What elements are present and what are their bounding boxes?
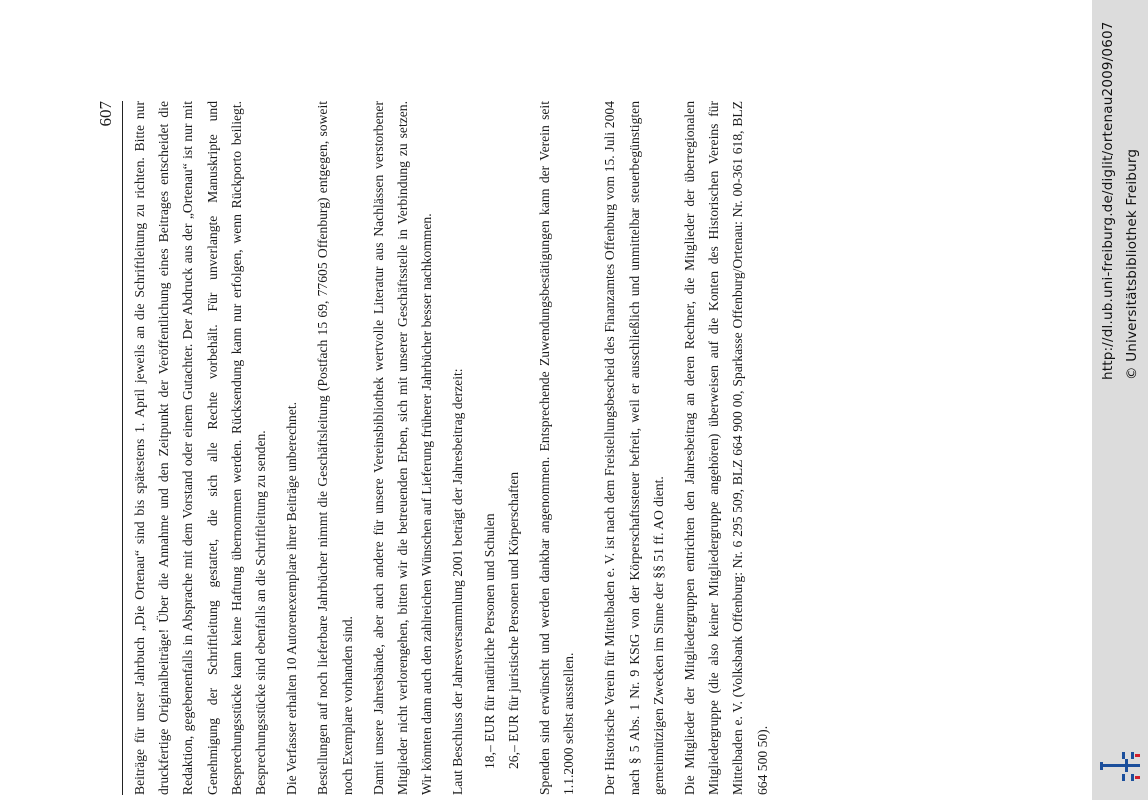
paragraph-author-copies: Die Verfasser erhalten 10 Autorenexemplare ihrer Beiträge unberechnet. [284, 401, 300, 795]
spacer [588, 101, 598, 795]
fee-item: 26,– EUR für juristische Personen und Körperschaften [505, 471, 521, 769]
paragraph-estates: Damit unsere Jahresbände, aber auch andere für unsere Vereinsbibliothek wertvolle Literatur aus Nachlässen verstorbener Mitglieder nicht verlorengehen, bitten wir die betreuenden Erben, sich mit unserer Geschäftsstelle in Verbindung zu setzen. Wir könnten dann auch den zahlreichen Wünschen auf Lieferung früherer Jahrbücher besser nachkommen. [370, 101, 435, 795]
paragraph-fee-intro: Laut Beschluss der Jahresversammlung 2001 beträgt der Jahresbeitrag derzeit: [450, 368, 466, 795]
copyright-notice: © Universitätsbibliothek Freiburg [1124, 148, 1140, 380]
paragraph-donations: Spenden sind erwünscht und werden dankbar angenommen. Entsprechende Zuwendungsbestätigungen kann der Verein seit 1.1.2000 selbst ausstellen. [537, 101, 577, 795]
page-content-rotated [90, 75, 850, 795]
paragraph-orders: Bestellungen auf noch lieferbare Jahrbücher nimmt die Geschäftsleitung (Postfach 15 69, 77605 Offenburg) entgegen, soweit noch Exemplare vorhanden sind. [315, 101, 355, 795]
ub-freiburg-logo-icon [1098, 750, 1144, 792]
paragraph-submissions: Beiträge für unser Jahrbuch „Die Ortenau“ sind bis spätestens 1. April jeweils an die Schriftleitung zu richten. Bitte nur druckfertige Originalbeiträge! Über die Annahme und den Zeitpunkt der Veröffentlichung eines Beitrages entscheidet die Redaktion, gegebenenfalls in Absprache mit dem Vorstand oder einem Gutachter. Der Abdruck aus der „Ortenau“ ist nur mit Genehmigung der Schriftleitung gestattet, die sich alle Rechte vorbehält. Für unverlangte Manuskripte und Besprechungsstücke kann keine Haftung übernommen werden. Rücksendung kann nur erfolgen, wenn Rückporto beiliegt. Besprechungsstücke sind ebenfalls an die Schriftleitung zu senden. [132, 101, 269, 795]
fee-list [478, 101, 526, 795]
fee-item: 18,– EUR für natürliche Personen und Schulen [481, 513, 497, 769]
permalink-url[interactable]: http://dl.ub.uni-freiburg.de/diglit/ortenau2009/0607 [1100, 21, 1116, 380]
body-text [128, 101, 782, 795]
header-rule [122, 101, 123, 795]
paragraph-bank-accounts: Die Mitglieder der Mitgliedergruppen entrichten den Jahresbeitrag an deren Rechner, die Mitglieder der überregionalen Mitgliedergruppe (die also keiner Mitgliedergruppe angehören) überweisen auf die Konten des Historischen Vereins für Mittelbaden e. V. (Volksbank Offenburg: Nr. 6 295 509, BLZ 664 900 00, Sparkasse Offenburg/Ortenau: Nr. 00-361 618, BLZ 664 500 50). [682, 101, 770, 795]
paragraph-tax-exemption: Der Historische Verein für Mittelbaden e. V. ist nach dem Freistellungsbescheid des Finanzamtes Offenburg vom 15. Juli 2004 nach § 5 Abs. 1 Nr. 9 KStG von der Körperschaftssteuer befreit, weil er ausschließlich und unmittelbar steuerbegünstigten gemeinnützigen Zwecken im Sinne der §§ 51 ff. AO dient. [602, 101, 666, 795]
page-number: 607 [96, 101, 115, 127]
